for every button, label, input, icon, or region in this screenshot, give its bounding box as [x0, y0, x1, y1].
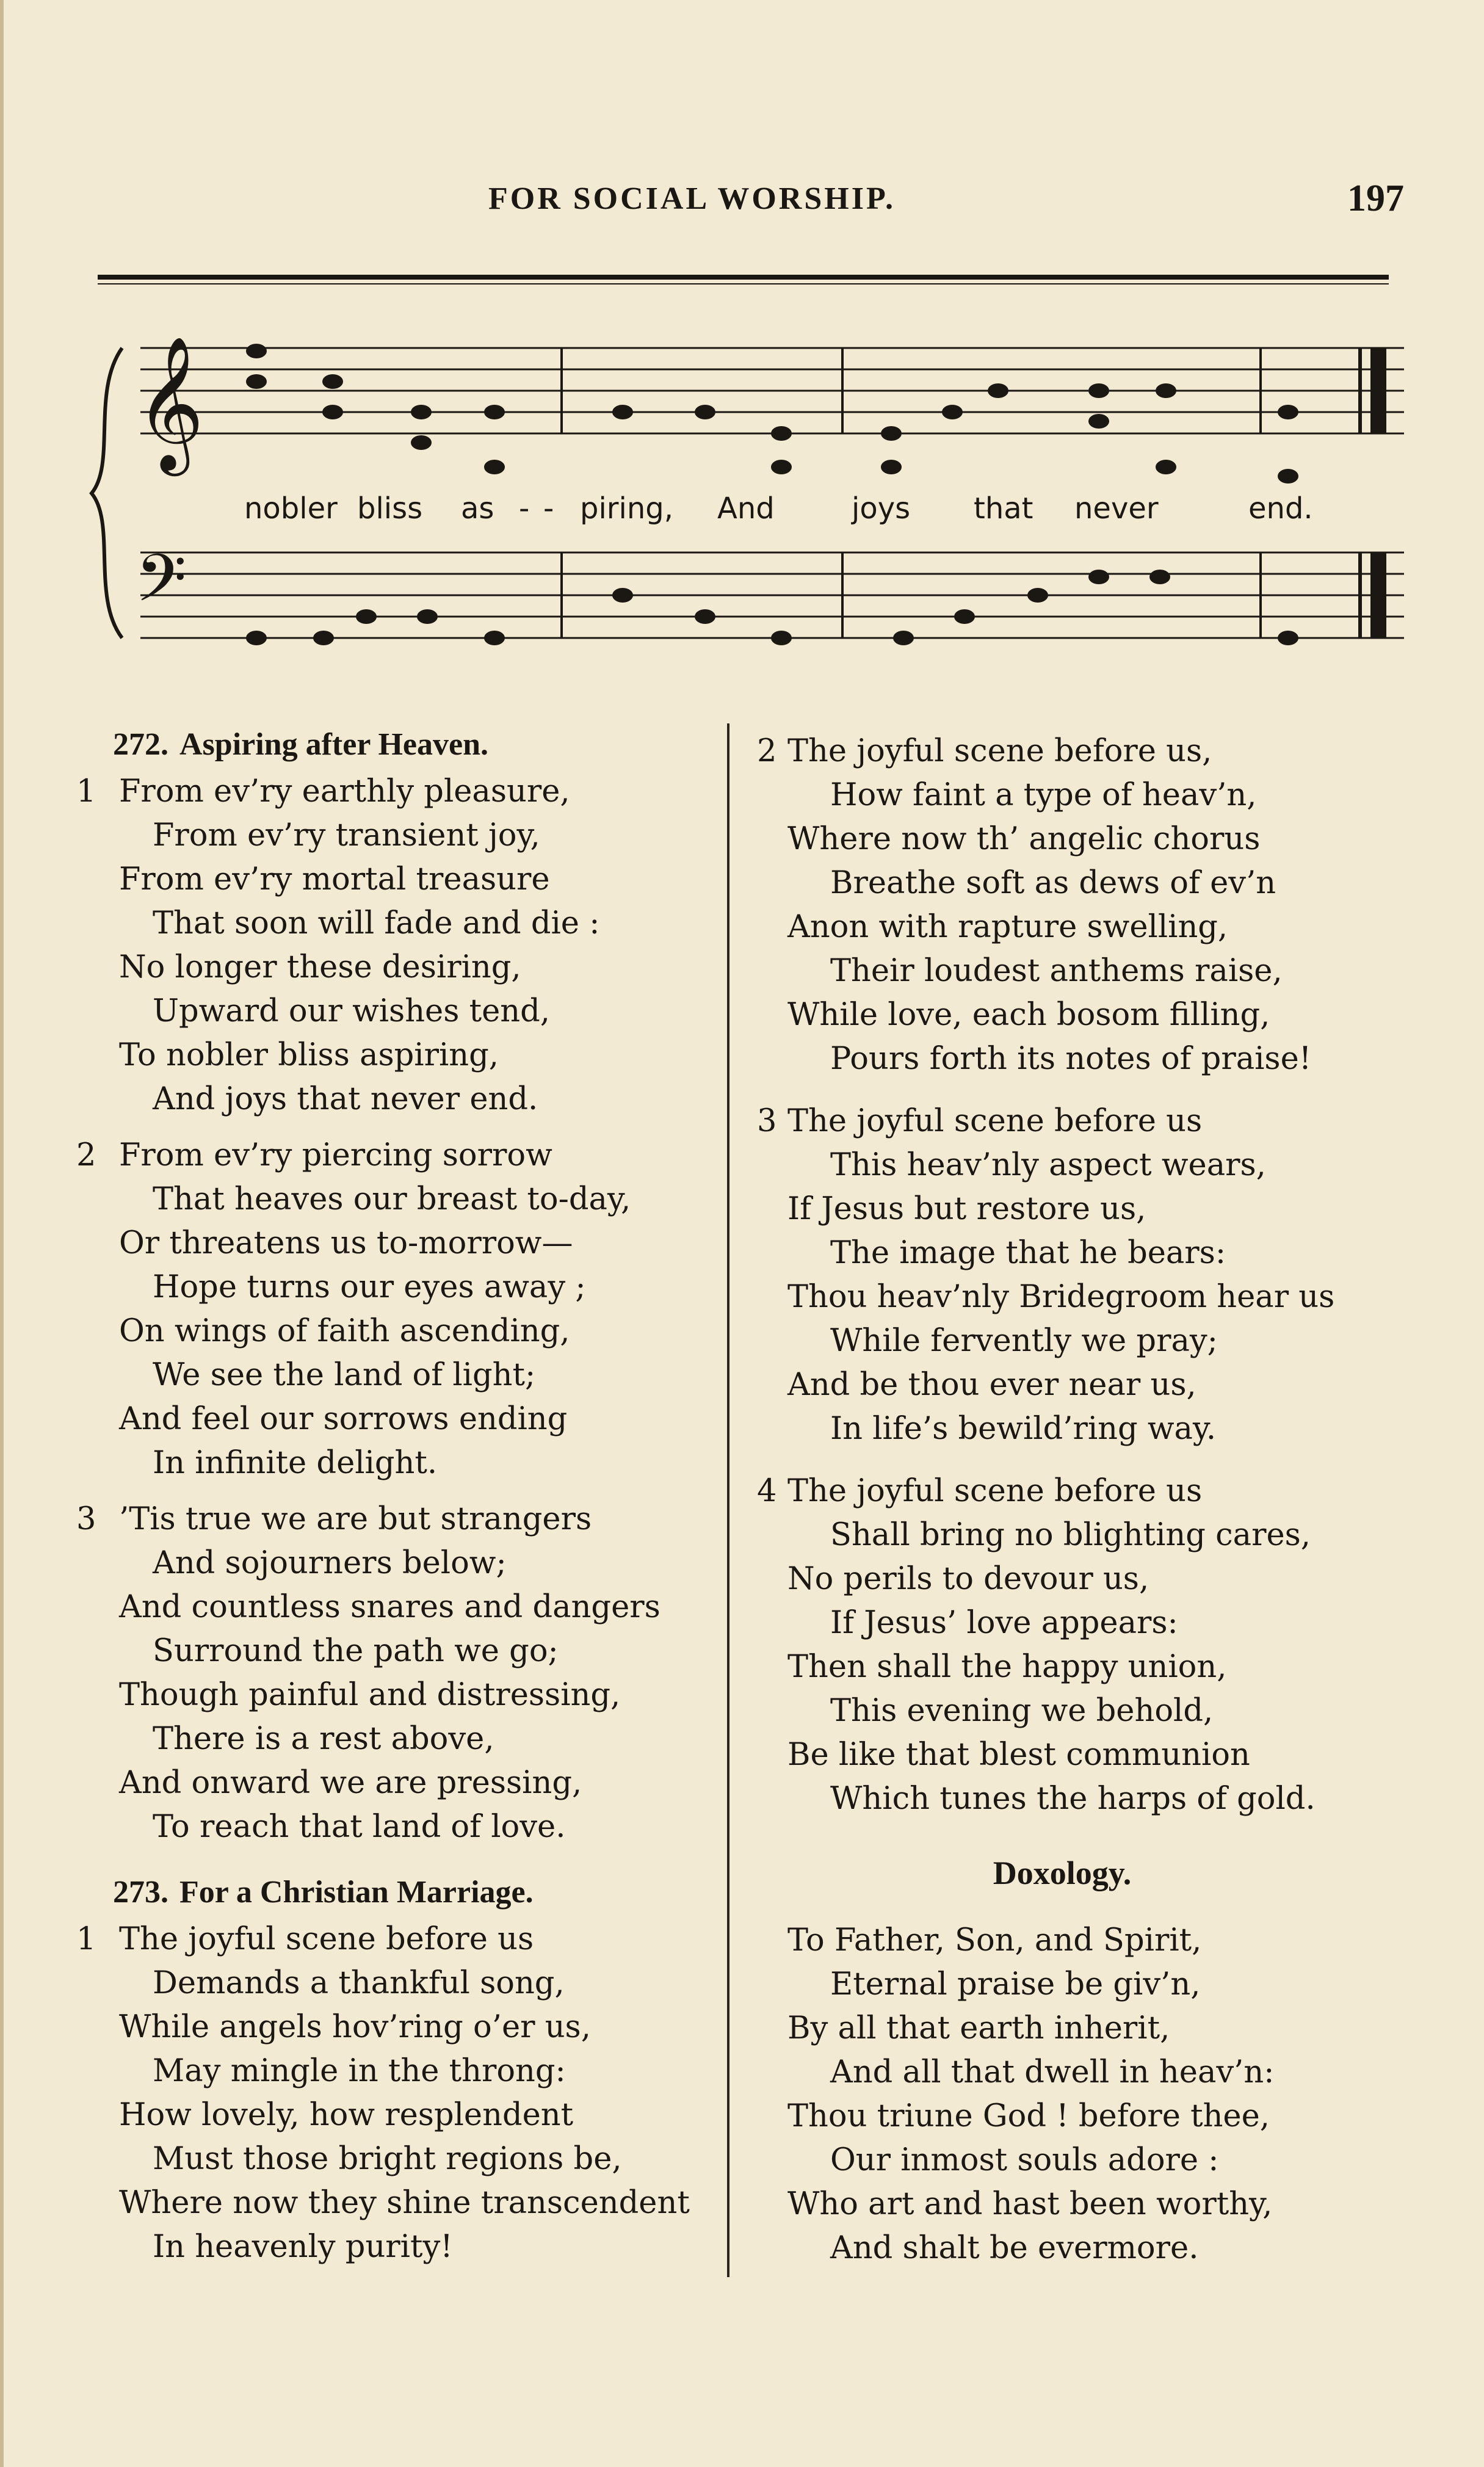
- verse: [757, 730, 1367, 1081]
- note: [1088, 570, 1109, 584]
- doxology-title: Doxology.: [993, 1855, 1132, 1891]
- verse: [76, 1498, 729, 1849]
- verse-line: No longer these desiring,: [119, 949, 521, 985]
- verse-line: No perils to devour us,: [787, 1561, 1149, 1597]
- verse-line: Then shall the happy union,: [787, 1649, 1227, 1685]
- bass-clef-icon: 𝄢: [136, 540, 187, 632]
- verse-line: Must those bright regions be,: [153, 2141, 622, 2177]
- lyric-word: -: [519, 491, 530, 526]
- verse-line: This evening we behold,: [830, 1693, 1214, 1729]
- lyric-word: never: [1074, 491, 1159, 526]
- note: [612, 588, 633, 603]
- verse-line: The joyful scene before us: [787, 1473, 1203, 1509]
- verse-line: Who art and hast been worthy,: [787, 2186, 1273, 2222]
- verse-line: May mingle in the throng:: [153, 2053, 566, 2089]
- lyric-word: bliss: [357, 491, 423, 526]
- verse-line: From ev’ry transient joy,: [153, 817, 540, 853]
- lyric-word: nobler: [244, 491, 338, 526]
- verse-line: How faint a type of heav’n,: [830, 777, 1257, 813]
- verse-line: And countless snares and dangers: [119, 1589, 661, 1625]
- verse-line: ’Tis true we are but strangers: [119, 1501, 592, 1537]
- verse-line: And sojourners below;: [153, 1545, 507, 1581]
- note: [411, 405, 432, 419]
- note: [1149, 570, 1170, 584]
- verse-line: Demands a thankful song,: [153, 1965, 565, 2001]
- treble-staff: [140, 348, 1404, 433]
- note: [942, 405, 963, 419]
- verse-line: This heav’nly aspect wears,: [830, 1147, 1266, 1183]
- lyric-word: And: [717, 491, 775, 526]
- running-title: FOR SOCIAL WORSHIP.: [488, 181, 896, 216]
- hymn-title: For a Christian Marriage.: [179, 1875, 534, 1910]
- note: [246, 631, 267, 645]
- verse-number: 1: [76, 773, 96, 810]
- verse-line: Surround the path we go;: [153, 1633, 559, 1669]
- note: [771, 631, 792, 645]
- verse-line: If Jesus but restore us,: [787, 1191, 1146, 1227]
- left-column: [76, 723, 729, 2281]
- verse-line: Thou heav’nly Bridegroom hear us: [787, 1279, 1335, 1315]
- verse-number: 1: [76, 1921, 96, 1957]
- verse-line: There is a rest above,: [153, 1721, 494, 1757]
- note: [881, 426, 902, 441]
- note: [954, 609, 975, 624]
- note: [771, 426, 792, 441]
- bass-staff: [140, 552, 1404, 638]
- verse-line: Where now th’ angelic chorus: [787, 821, 1261, 857]
- verse-line: Pours forth its notes of praise!: [830, 1041, 1312, 1077]
- note: [1156, 460, 1176, 474]
- hymn-number: 272.: [113, 727, 168, 762]
- note: [484, 405, 505, 419]
- verse-line: While fervently we pray;: [830, 1323, 1218, 1359]
- note: [484, 631, 505, 645]
- verse-number: 4: [757, 1473, 777, 1509]
- lyric-word: as: [461, 491, 494, 526]
- verse: [757, 1099, 1367, 1451]
- verse: [757, 1469, 1367, 1821]
- verse-line: Though painful and distressing,: [119, 1677, 621, 1713]
- note: [881, 460, 902, 474]
- bass-notes: [246, 570, 1298, 645]
- hymn-number: 273.: [113, 1875, 168, 1910]
- verse-line: And feel our sorrows ending: [119, 1401, 568, 1437]
- note: [417, 609, 438, 624]
- verse: [76, 1134, 729, 1485]
- lyric-word: -: [543, 491, 554, 526]
- verse-line: To reach that land of love.: [153, 1809, 566, 1845]
- verse: [76, 1918, 729, 2269]
- note: [322, 374, 343, 389]
- note: [1278, 405, 1298, 419]
- note: [1156, 383, 1176, 398]
- verse-line: Which tunes the harps of gold.: [830, 1781, 1316, 1817]
- note: [1278, 469, 1298, 484]
- verse-line: And all that dwell in heav’n:: [830, 2054, 1275, 2090]
- verse-line: Breathe soft as dews of ev’n: [830, 865, 1276, 901]
- treble-notes: [246, 344, 1298, 484]
- verse-line: Upward our wishes tend,: [153, 993, 550, 1029]
- verse-line: The joyful scene before us,: [787, 733, 1212, 769]
- verse-line: The image that he bears:: [830, 1235, 1226, 1271]
- verse-line: The joyful scene before us: [119, 1921, 534, 1957]
- hymn-heading: [113, 723, 729, 766]
- verse-number: 2: [76, 1137, 96, 1173]
- note: [771, 460, 792, 474]
- verse-line: And joys that never end.: [153, 1081, 538, 1117]
- treble-clef-icon: 𝄞: [136, 335, 205, 470]
- verse-line: Be like that blest communion: [787, 1737, 1250, 1773]
- verse-line: And shalt be evermore.: [830, 2230, 1199, 2266]
- verse: [76, 770, 729, 1121]
- note: [484, 460, 505, 474]
- hymn-heading: [113, 1871, 729, 1914]
- right-column: [757, 730, 1367, 2283]
- verse-number: 2: [757, 733, 777, 769]
- verse-line: In heavenly purity!: [153, 2229, 453, 2265]
- verse-line: And onward we are pressing,: [119, 1765, 582, 1801]
- verse-line: On wings of faith ascending,: [119, 1313, 570, 1349]
- verse-line: By all that earth inherit,: [787, 2010, 1170, 2046]
- verse-line: If Jesus’ love appears:: [830, 1605, 1178, 1641]
- lyric-word: piring,: [580, 491, 674, 526]
- verse-line: The joyful scene before us: [787, 1103, 1203, 1139]
- verse-line: In infinite delight.: [153, 1445, 438, 1481]
- verse-number: 3: [76, 1501, 96, 1537]
- verse-line: Where now they shine transcendent: [119, 2185, 690, 2221]
- hymn-title: Aspiring after Heaven.: [179, 727, 488, 762]
- verse-line: Anon with rapture swelling,: [787, 909, 1228, 945]
- lyric-word: end.: [1248, 491, 1313, 526]
- page-number: 197: [1347, 178, 1404, 219]
- verse-line: Thou triune God ! before thee,: [787, 2098, 1270, 2134]
- note: [893, 631, 914, 645]
- verse-line: From ev’ry mortal treasure: [119, 861, 550, 897]
- note: [988, 383, 1008, 398]
- verse-line: How lovely, how resplendent: [119, 2097, 574, 2133]
- verse-line: While love, each bosom filling,: [787, 997, 1270, 1033]
- note: [1027, 588, 1048, 603]
- verse-line: That soon will fade and die :: [153, 905, 600, 941]
- note: [695, 609, 715, 624]
- verse-line: In life’s bewild’ring way.: [830, 1411, 1217, 1447]
- verse-number: 3: [757, 1103, 777, 1139]
- verse-line: Shall bring no blighting cares,: [830, 1517, 1311, 1553]
- note: [695, 405, 715, 419]
- verse-line: Hope turns our eyes away ;: [153, 1269, 586, 1305]
- verse-line: Eternal praise be giv’n,: [830, 1966, 1201, 2002]
- verse-line: Or threatens us to-morrow—: [119, 1225, 573, 1261]
- verse-line: That heaves our breast to-day,: [153, 1181, 631, 1217]
- verse-line: To Father, Son, and Spirit,: [787, 1922, 1202, 1958]
- doxology-verse: [757, 1919, 1367, 2270]
- verse-line: From ev’ry piercing sorrow: [119, 1137, 552, 1173]
- note: [1278, 631, 1298, 645]
- note: [313, 631, 334, 645]
- music-score: [0, 0, 1484, 708]
- verse-line: From ev’ry earthly pleasure,: [119, 773, 570, 810]
- brace-icon: [92, 348, 122, 638]
- note: [322, 405, 343, 419]
- verse-line: To nobler bliss aspiring,: [119, 1037, 499, 1073]
- verse-line: And be thou ever near us,: [787, 1367, 1196, 1403]
- note: [246, 374, 267, 389]
- verse-line: We see the land of light;: [153, 1357, 536, 1393]
- verse-line: Our inmost souls adore :: [830, 2142, 1219, 2178]
- note: [246, 344, 267, 358]
- note: [1088, 383, 1109, 398]
- note: [612, 405, 633, 419]
- note: [411, 435, 432, 450]
- note: [356, 609, 377, 624]
- verse-line: While angels hov’ring o’er us,: [119, 2009, 591, 2045]
- note: [1088, 414, 1109, 429]
- lyric-word: that: [974, 491, 1033, 526]
- lyric-word: joys: [852, 491, 911, 526]
- verse-line: Their loudest anthems raise,: [830, 953, 1283, 989]
